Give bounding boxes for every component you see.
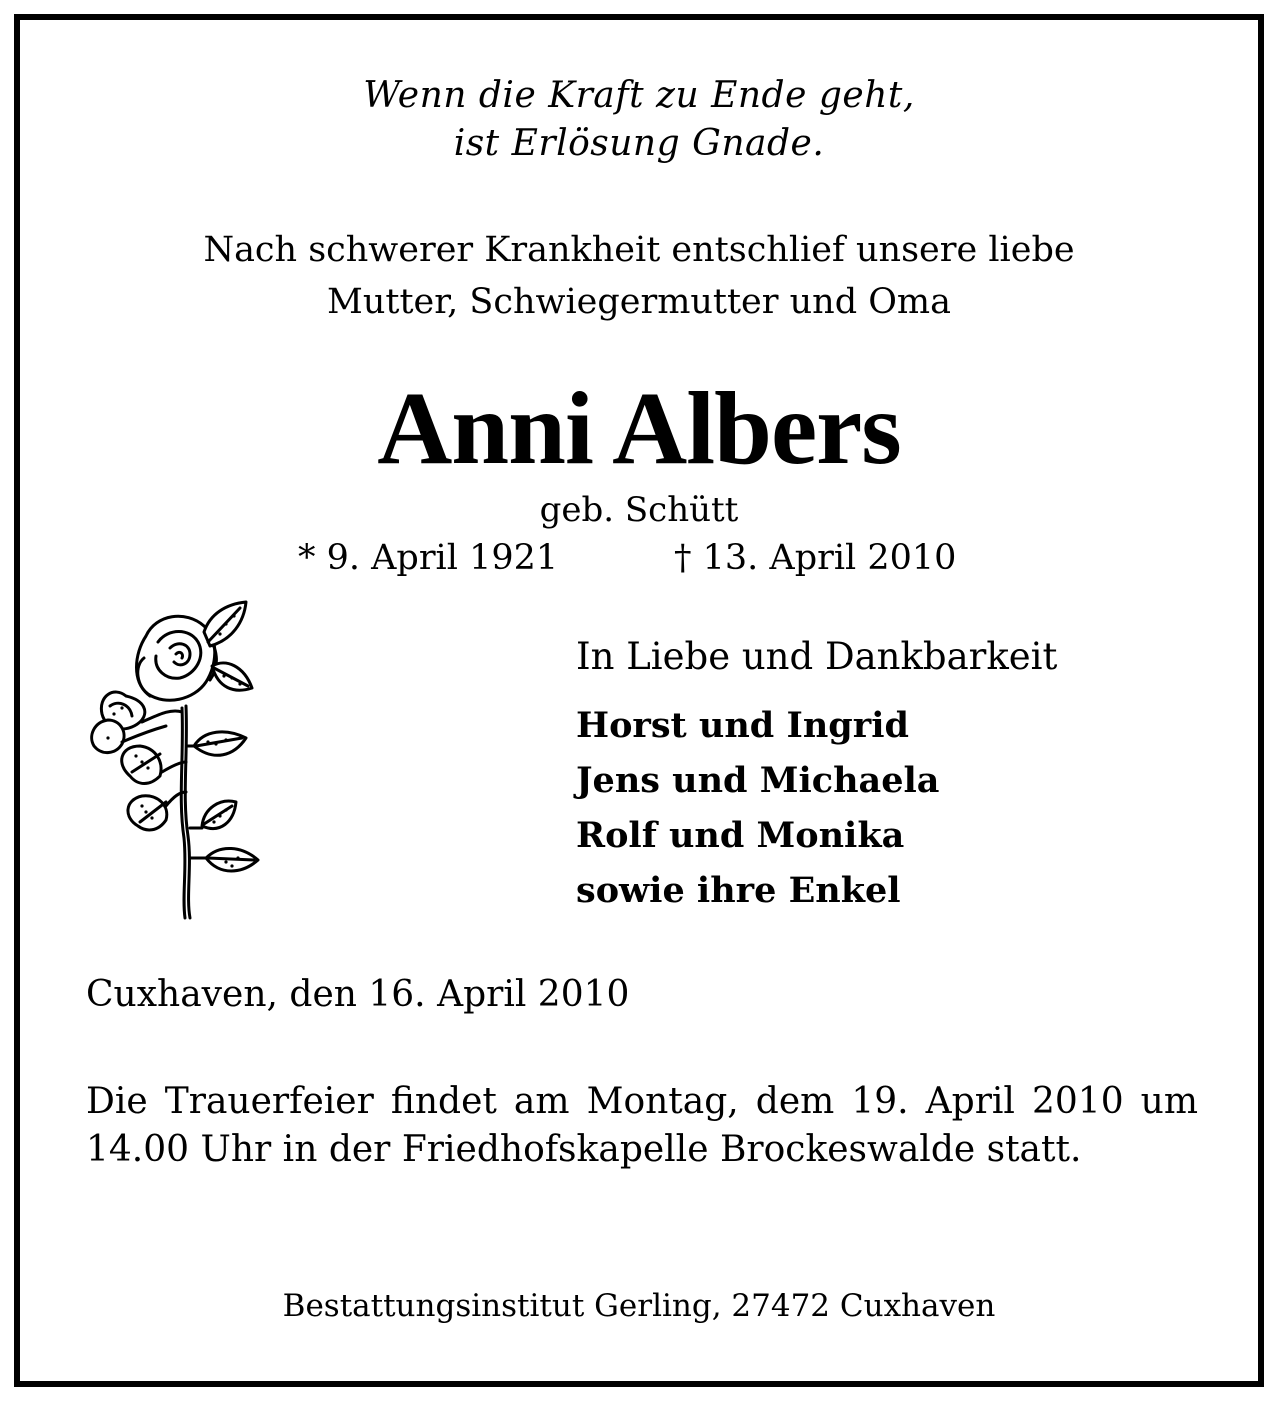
- mourner-name: Rolf und Monika: [576, 815, 905, 856]
- place-date: Cuxhaven, den 16. April 2010: [86, 974, 630, 1015]
- death-date: † 13. April 2010: [674, 538, 957, 578]
- mourner-name: Horst und Ingrid: [576, 705, 909, 746]
- mourners-heading: In Liebe und Dankbarkeit: [576, 635, 1058, 678]
- ceremony-text: Die Trauerfeier findet am Montag, dem 19. April 2010 um 14.00 Uhr in der Friedhofskapelle Brockeswalde statt.: [86, 1081, 1198, 1170]
- quote-line-2: ist Erlösung Gnade.: [453, 123, 825, 164]
- mourner-name: sowie ihre Enkel: [576, 870, 901, 911]
- deceased-name: Anni Albers: [377, 371, 901, 486]
- intro-line-2: Mutter, Schwiegermutter und Oma: [327, 282, 951, 322]
- quote-line-1: Wenn die Kraft zu Ende geht,: [363, 75, 915, 116]
- maiden-name: geb. Schütt: [539, 490, 739, 530]
- obituary-notice: [14, 14, 1264, 1387]
- birth-date: * 9. April 1921: [298, 538, 559, 578]
- funeral-home: Bestattungsinstitut Gerling, 27472 Cuxhaven: [282, 1288, 996, 1324]
- intro-line-1: Nach schwerer Krankheit entschlief unsere liebe: [203, 230, 1075, 270]
- rose-icon: [86, 596, 272, 920]
- mourner-name: Jens und Michaela: [576, 760, 940, 801]
